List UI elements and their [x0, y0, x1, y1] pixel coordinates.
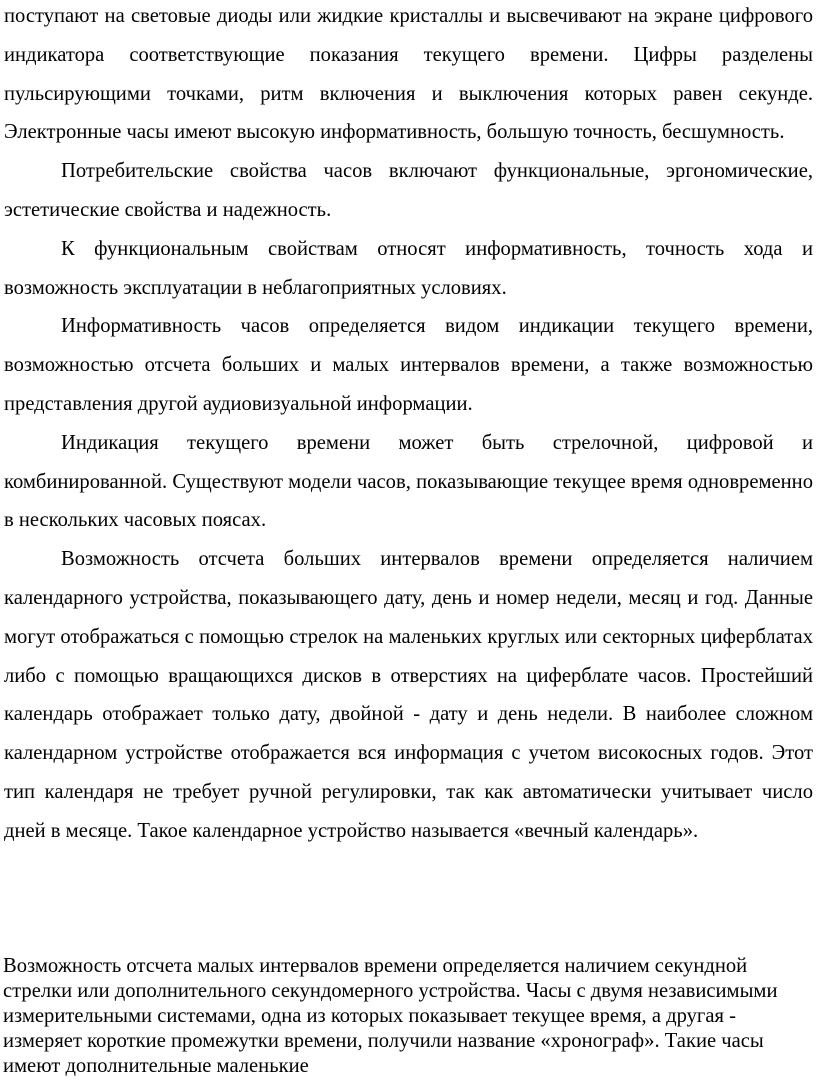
- paragraph-consumer-properties: Потребительские свойства часов включают функциональные, эргономические, эстетические свойства и надежность.: [4, 160, 813, 221]
- paragraph-informativeness: Информативность часов определяется видом индикации текущего времени, возможностью отсчета больших и малых интервалов времени, а также возможностью представления другой аудиовизуальной информации.: [4, 315, 813, 415]
- main-text-block: [4, 0, 813, 851]
- paragraph-time-indication: Индикация текущего времени может быть стрелочной, цифровой и комбинированной. Существуют модели часов, показывающие текущее время одновременно в нескольких часовых поясах.: [4, 431, 813, 532]
- tail-text-block: [3, 954, 793, 1079]
- paragraph-chronograph: Возможность отсчета малых интервалов времени определяется наличием секундной стрелки или дополнительного секундомерного устройства. Часы с двумя независимыми измерительными системами, одна из которых показывает текущее время, а другая - измеряет короткие промежутки времени, получили название «хронограф». Такие часы имеют дополнительные маленькие: [3, 955, 778, 1077]
- paragraph-electronic-display: поступают на световые диоды или жидкие кристаллы и высвечивают на экране цифрового индикатора соответствующие показания текущего времени. Цифры разделены пульсирующими точками, ритм включения и выключения которых равен секунде. Электронные часы имеют высокую информативность, большую точность, бесшумность.: [4, 5, 813, 144]
- paragraph-functional-properties: К функциональным свойствам относят информативность, точность хода и возможность эксплуатации в неблагоприятных условиях.: [4, 237, 813, 299]
- paragraph-calendar-device: Возможность отсчета больших интервалов времени определяется наличием календарного устройства, показывающего дату, день и номер недели, месяц и год. Данные могут отображаться с помощью стрелок на маленьких круглых или секторных циферблатах либо с помощью вращающихся дисков в отверстиях на циферблате часов. Простейший календарь отображает только дату, двойной - дату и день недели. В наиболее сложном календарном устройстве отображается вся информация с учетом високосных годов. Этот тип календаря не требует ручной регулировки, так как автоматически учитывает число дней в месяце. Такое календарное устройство называется «вечный календарь».: [4, 548, 813, 842]
